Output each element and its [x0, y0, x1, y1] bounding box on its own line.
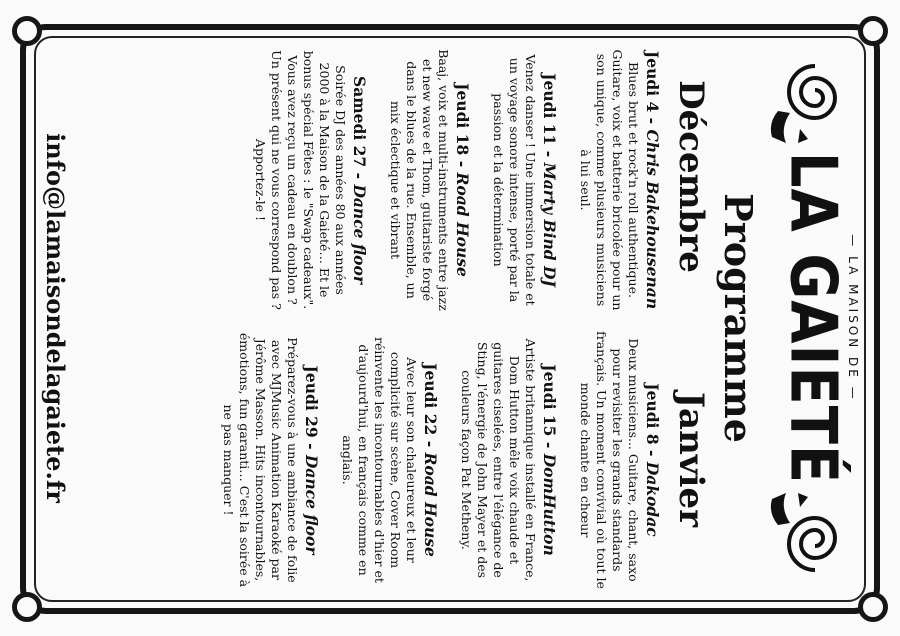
event-date: Jeudi 18: [453, 83, 472, 156]
event-heading: Jeudi 8 - Dakodac: [643, 383, 662, 537]
event-heading: Samedi 27 - Dance floor: [350, 76, 369, 284]
event-item: [577, 329, 662, 591]
event-item: [577, 49, 662, 311]
event-heading: Jeudi 18 - Road House: [453, 83, 472, 277]
event-item: [458, 329, 559, 591]
month-heading-january: Janvier: [671, 391, 711, 528]
event-item: [490, 49, 559, 311]
event-description: Préparez-vous à une ambiance de folie avec MJMusic Animation Karaoké par Jérôme Masson. Hits incontournables, émotions, fun garanti… C'est la soirée à ne pas manquer !: [221, 332, 300, 588]
event-artist: Chris Bakehousenan: [643, 129, 662, 310]
event-description: Artiste britannique installé en France, Dom Hutton mêle voix chaude et guitares ciselées, entre l'élégance de Sting, l'énergie de John Mayer et des couleurs façon Pat Metheny.: [459, 338, 538, 582]
event-artist: Road House: [453, 172, 472, 277]
event-artist: Dance floor: [350, 184, 369, 284]
event-date: Jeudi 15: [540, 364, 559, 437]
event-item: [220, 329, 321, 591]
event-description: Avec leur son chaleureux et leur complicité sur scène, Cover Room réinvente les incontournables d'hier et d'aujourd'hui, en français comme en anglais.: [340, 337, 419, 583]
programme-heading: Programme: [716, 193, 761, 443]
event-heading: Jeudi 4 - Chris Bakehousenan: [643, 50, 662, 310]
venue-title: LA GAIETÉ: [775, 151, 850, 485]
event-heading: Jeudi 22 - Road House: [421, 363, 440, 557]
december-event-list: [234, 49, 662, 311]
event-date: Jeudi 8: [643, 383, 662, 445]
event-date: Jeudi 22: [421, 363, 440, 436]
event-date: Jeudi 4: [643, 50, 662, 113]
event-description: Blues brut et rock'n roll authentique. Guitare, voix et batterie bricolée pour un son unique, comme plusieurs musiciens à lui seul.: [578, 49, 641, 311]
event-artist: Road House: [421, 452, 440, 557]
event-heading: Jeudi 15 - DomHutton: [540, 364, 559, 556]
event-heading: Jeudi 29 - Dance floor: [302, 365, 321, 555]
event-description: Soirée DJ des années 80 aux années 2000 à la Maison de la Gaieté… Et le bonus spécial Fêtes : le "Swap cadeaux". Vous avez reçu un cadeau en doublon ? Un présent qui ne vous correspond pas ? Apportez-le !: [253, 50, 348, 310]
event-artist: DomHutton: [540, 453, 559, 556]
event-description: Venez danser ! Une immersion totale et un voyage sonore intense, porté par la passion et la détermination: [491, 54, 538, 306]
event-artist: Dance floor: [302, 454, 321, 555]
event-date: Jeudi 29: [302, 365, 321, 438]
january-event-list: [202, 329, 662, 591]
event-description: Baaj, voix et multi-instruments entre jazz et new wave et Thom, guitariste forgé dans le blues de la rue. Ensemble, un mix éclectique et vibrant: [388, 49, 451, 311]
contact-email[interactable]: info@lamaisondelagaiete.fr: [41, 133, 70, 503]
event-heading: Jeudi 11 - Marty Bind DJ: [540, 73, 559, 287]
event-description: Deux musiciens... Guitare, chant, saxo pour revisiter les grands standards français. Un moment convivial où tout le monde chante en chœur: [578, 331, 641, 589]
event-date: Samedi 27: [350, 76, 369, 168]
event-item: [387, 49, 472, 311]
event-artist: Marty Bind DJ: [540, 162, 559, 287]
programme-poster: [0, 35, 900, 601]
event-artist: Dakodac: [643, 461, 662, 537]
header-subtitle: — LA MAISON DE —: [846, 234, 860, 402]
month-heading-december: Décembre: [671, 80, 711, 273]
event-date: Jeudi 11: [540, 73, 559, 146]
event-item: [339, 329, 440, 591]
event-item: [252, 49, 369, 311]
